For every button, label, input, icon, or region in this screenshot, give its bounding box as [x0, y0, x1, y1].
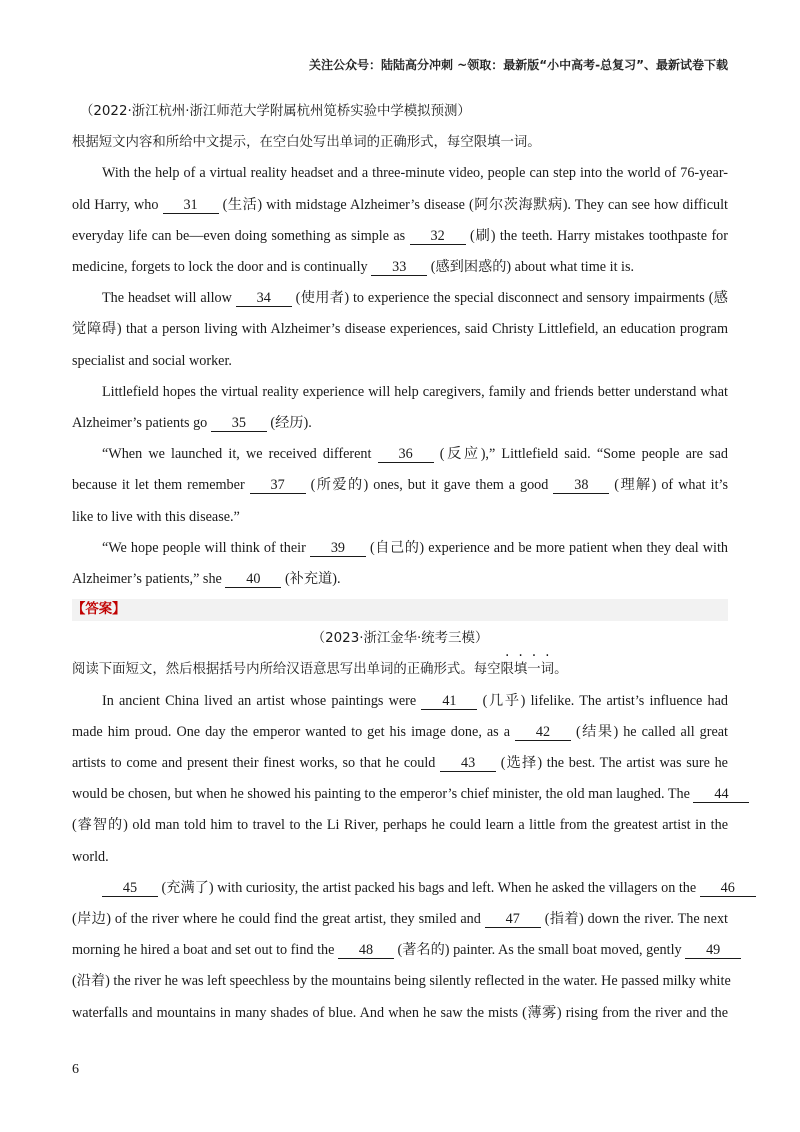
passage-text: (选择) the best. The artist was sure he — [496, 755, 728, 772]
passage-text: artists to come and present their finest works, so that he could — [72, 755, 441, 772]
answer-blank-34[interactable]: 34 — [236, 290, 292, 307]
passage-line — [72, 470, 728, 501]
passage-text: (结果) he called all great — [571, 723, 728, 740]
answer-blank-43[interactable]: 43 — [440, 755, 496, 772]
document-body — [72, 96, 735, 1029]
passage-text: (几乎) lifelike. The artist’s influence had — [477, 692, 728, 709]
passage-text: (感到困惑的) about what time it is. — [427, 259, 635, 276]
passage-text: Alzheimer’s patients,” she — [72, 571, 226, 588]
passage-line — [72, 748, 728, 779]
passage-line — [72, 842, 728, 873]
answer-label: 【答案】 — [72, 599, 728, 621]
passage-text: (所爱的) ones, but it gave them a good — [305, 477, 554, 494]
passage-line — [72, 190, 728, 221]
passage-line — [72, 502, 728, 533]
passage-text: (自己的) experience and be more patient when they deal with — [365, 539, 729, 556]
section2-passage — [72, 686, 735, 1029]
passage-line — [72, 810, 728, 841]
page-number: 6 — [72, 1062, 79, 1077]
passage-text: everyday life can be—even doing something as simple as — [72, 227, 410, 244]
passage-line — [72, 966, 731, 997]
passage-text: like to live with this disease.” — [72, 508, 240, 525]
answer-blank-42[interactable]: 42 — [515, 724, 571, 741]
emphasis-char: 填 — [513, 662, 528, 678]
passage-line — [72, 564, 728, 595]
header-note: 关注公众号：陆陆高分冲刺 ~领取：最新版“小中高考-总复习”、最新试卷下载 — [309, 58, 728, 72]
passage-text: because it let them remember — [72, 477, 250, 494]
passage-text: Littlefield hopes the virtual reality experience will help caregivers, family and friends better understand what — [102, 383, 728, 400]
passage-line — [72, 314, 728, 345]
answer-blank-46[interactable]: 46 — [700, 880, 756, 897]
answer-blank-41[interactable]: 41 — [421, 693, 477, 710]
answer-blank-36[interactable]: 36 — [378, 446, 434, 463]
answer-blank-44[interactable]: 44 — [693, 786, 749, 803]
passage-text: Alzheimer’s patients go — [72, 415, 211, 432]
section1-instruction: 根据短文内容和所给中文提示，在空白处写出单词的正确形式，每空限填一词。 — [72, 135, 541, 151]
passage-text: The headset will allow — [102, 290, 236, 307]
passage-line — [72, 935, 728, 966]
passage-text: morning he hired a boat and set out to find the — [72, 942, 338, 959]
emphasis-char: 一 — [527, 662, 541, 678]
answer-blank-38[interactable]: 38 — [553, 477, 609, 494]
answer-blank-47[interactable]: 47 — [485, 911, 541, 928]
section1-source: （2022·浙江杭州·浙江师范大学附属杭州笕桥实验中学模拟预测） — [80, 104, 471, 119]
passage-text: (生活) with midstage Alzheimer’s disease (阿尔茨海默病). They can see how difficult — [218, 196, 728, 213]
passage-line — [72, 283, 728, 314]
passage-text: (岸边) of the river where he could find the great artist, they smiled and — [72, 911, 485, 928]
answer-blank-35[interactable]: 35 — [211, 415, 267, 432]
instruction-text: 阅读下面短文，然后根据括号内所给汉语意思写出单词的正确形式。每空 — [72, 662, 501, 678]
passage-text: In ancient China lived an artist whose paintings were — [102, 692, 422, 709]
passage-line — [72, 158, 728, 189]
emphasis-char: 限 — [500, 662, 514, 678]
passage-text: medicine, forgets to lock the door and is continually — [72, 259, 372, 276]
passage-line — [72, 873, 735, 904]
passage-text: (著名的) painter. As the small boat moved, gently — [393, 942, 686, 959]
passage-line — [72, 221, 728, 252]
answer-blank-48[interactable]: 48 — [338, 942, 394, 959]
passage-text: made him proud. One day the emperor wanted to get his image done, as a — [72, 723, 515, 740]
passage-line — [72, 998, 728, 1029]
passage-line — [72, 252, 728, 283]
passage-text: (睿智的) old man told him to travel to the Li River, perhaps he could learn a little from the greatest artist in the — [72, 817, 728, 834]
passage-text: 觉障碍) that a person living with Alzheimer’s disease experiences, said Christy Littlefield, an education program — [72, 321, 728, 338]
passage-line — [72, 717, 728, 748]
passage-text: would be chosen, but when he showed his painting to the emperor’s chief minister, the old man laughed. The — [72, 786, 694, 803]
emphasis-dotted-text — [501, 662, 555, 677]
instruction-end: 。 — [554, 662, 568, 678]
passage-text: (经历). — [266, 415, 312, 432]
passage-text: (充满了) with curiosity, the artist packed his bags and left. When he asked the villagers on the — [158, 879, 700, 896]
passage-text: (指着) down the river. The next — [540, 911, 728, 928]
section2-source: （2023·浙江金华·统考三模） — [311, 631, 489, 647]
passage-line — [72, 377, 728, 408]
passage-line — [72, 439, 728, 470]
passage-text: world. — [72, 848, 109, 865]
answer-blank-39[interactable]: 39 — [310, 540, 366, 557]
passage-line — [72, 408, 728, 439]
passage-text: (理解) of what it’s — [609, 477, 728, 494]
passage-line — [72, 686, 728, 717]
passage-text: (刷) the teeth. Harry mistakes toothpaste for — [465, 227, 728, 244]
answer-blank-32[interactable]: 32 — [410, 228, 466, 245]
passage-text: (补充道). — [281, 571, 341, 588]
passage-text: (反应),” Littlefield said. “Some people are sad — [433, 446, 728, 463]
passage-line — [72, 904, 728, 935]
passage-line — [72, 779, 728, 810]
passage-text: “When we launched it, we received different — [102, 446, 378, 463]
passage-text: (使用者) to experience the special disconnect and sensory impairments (感 — [291, 290, 728, 307]
section2-instruction — [72, 654, 728, 685]
answer-blank-33[interactable]: 33 — [371, 259, 427, 276]
passage-text: (沿着) the river he was left speechless by the mountains being silently reflected in the water. He passed milky white — [72, 973, 731, 990]
emphasis-char: 词 — [540, 662, 555, 678]
section1-passage — [72, 158, 728, 595]
passage-text: With the help of a virtual reality headset and a three-minute video, people can step into the world of 76-year- — [102, 165, 728, 182]
passage-line — [72, 346, 728, 377]
passage-text: specialist and social worker. — [72, 352, 232, 369]
passage-text: waterfalls and mountains in many shades of blue. And when he saw the mists (薄雾) rising from the river and the — [72, 1004, 728, 1021]
answer-blank-31[interactable]: 31 — [163, 197, 219, 214]
passage-text: old Harry, who — [72, 196, 163, 213]
answer-blank-40[interactable]: 40 — [225, 571, 281, 588]
passage-text: “We hope people will think of their — [102, 539, 310, 556]
answer-blank-45[interactable]: 45 — [102, 880, 158, 897]
passage-line — [72, 533, 728, 564]
answer-blank-37[interactable]: 37 — [250, 477, 306, 494]
answer-blank-49[interactable]: 49 — [685, 942, 741, 959]
